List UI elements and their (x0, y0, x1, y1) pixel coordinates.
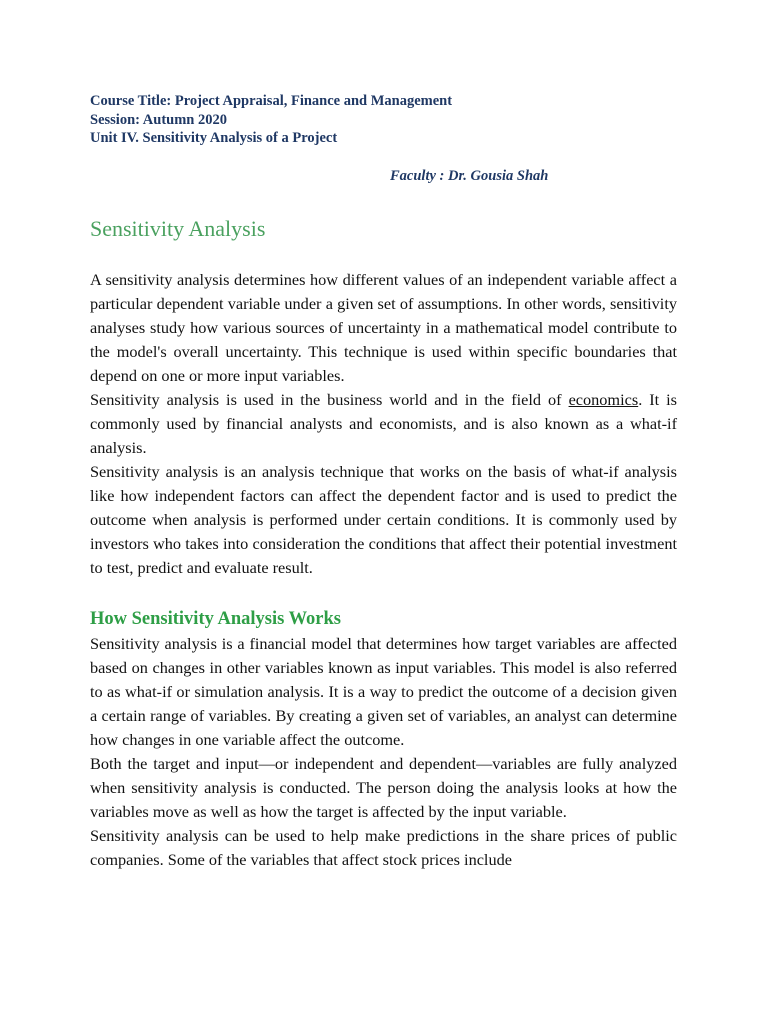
faculty-label: Faculty : Dr. Gousia Shah (390, 168, 549, 184)
paragraph: Both the target and input—or independent and dependent—variables are fully analyzed when sensitivity analysis is conducted. The person doing the analysis looks at how the variables move as well as how the target is affected by the input variable. (90, 754, 677, 821)
economics-link[interactable]: economics (568, 390, 639, 409)
paragraph (90, 388, 677, 460)
how-it-works-section-body (90, 632, 677, 872)
paragraph: Sensitivity analysis can be used to help make predictions in the share prices of public companies. Some of the variables that affect stock prices include (90, 826, 677, 869)
course-info (90, 92, 690, 148)
paragraph-text: . It is commonly used by financial analysts and economists, and is also known as a what-if analysis. (90, 390, 677, 457)
session-label: Session: Autumn 2020 (90, 111, 227, 128)
intro-section-body (90, 268, 677, 580)
paragraph-text: Sensitivity analysis is used in the business world and in the field of (90, 390, 569, 409)
paragraph: Sensitivity analysis is a financial model that determines how target variables are affected based on changes in other variables known as input variables. This model is also referred to as what-if or simulation analysis. It is a way to predict the outcome of a decision given a certain range of variables. By creating a given set of variables, an analyst can determine how changes in one variable affect the outcome. (90, 634, 677, 749)
course-title: Course Title: Project Appraisal, Finance and Management (90, 93, 453, 109)
section-heading-sensitivity-analysis: Sensitivity Analysis (90, 216, 266, 241)
paragraph: Sensitivity analysis is an analysis technique that works on the basis of what-if analysis like how independent factors can affect the dependent factor and is used to predict the outcome when analysis is performed under certain conditions. It is commonly used by investors who takes into consideration the conditions that affect their potential investment to test, predict and evaluate result. (90, 462, 677, 577)
unit-label: Unit IV. Sensitivity Analysis of a Project (90, 130, 338, 146)
paragraph: A sensitivity analysis determines how different values of an independent variable affect a particular dependent variable under a given set of assumptions. In other words, sensitivity analyses study how various sources of uncertainty in a mathematical model contribute to the model's overall uncertainty. This technique is used within specific boundaries that depend on one or more input variables. (90, 270, 677, 385)
section-heading-how-it-works: How Sensitivity Analysis Works (90, 609, 342, 629)
